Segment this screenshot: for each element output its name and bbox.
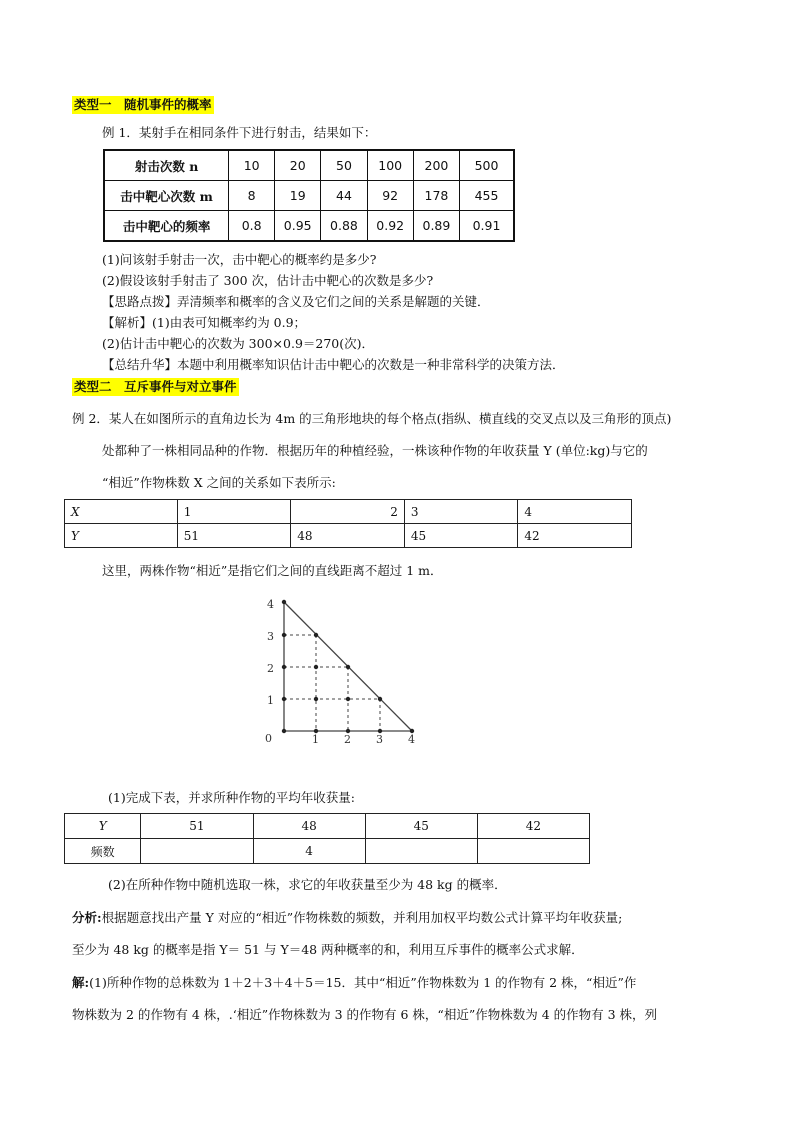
- table-cell: 48: [291, 524, 405, 548]
- table-row: [65, 500, 632, 524]
- table-cell: 3: [404, 500, 518, 524]
- table-row: [104, 211, 514, 242]
- x-tick-label: 1: [312, 733, 319, 746]
- table-cell: 455: [460, 181, 514, 211]
- example1-solution-1: 【解析】(1)由表可知概率约为 0.9；: [102, 315, 307, 330]
- row-header-cell: 射击次数 n: [104, 150, 229, 181]
- table-cell: 200: [413, 150, 459, 181]
- x-tick-label: 3: [376, 733, 383, 746]
- table-cell: 51: [177, 524, 291, 548]
- example2-solution-1: [72, 974, 636, 992]
- example2-question-1: (1)完成下表，并求所种作物的平均年收获量:: [108, 790, 355, 805]
- table-cell: 8: [229, 181, 275, 211]
- table-cell: 19: [275, 181, 321, 211]
- row-header-cell: 击中靶心次数 m: [104, 181, 229, 211]
- shooting-table: [103, 149, 515, 242]
- table-cell: 50: [321, 150, 367, 181]
- example1-intro: 例 1．某射手在相同条件下进行射击，结果如下：: [102, 125, 377, 140]
- x-tick-label: 4: [408, 733, 415, 746]
- table-cell: 44: [321, 181, 367, 211]
- table-cell: [141, 839, 253, 864]
- y-tick-label: 2: [267, 662, 274, 675]
- row-header-cell: 击中靶心的频率: [104, 211, 229, 242]
- example1-question-2: (2)假设该射手射击了 300 次，估计击中靶心的次数是多少?: [102, 273, 434, 288]
- example2-analysis-1: [72, 909, 622, 927]
- table-header-cell: 45: [365, 814, 477, 839]
- table-cell: 0.8: [229, 211, 275, 242]
- example2-near-note: 这里，两株作物“相近”是指它们之间的直线距离不超过 1 m．: [102, 563, 443, 578]
- table-cell: 0.88: [321, 211, 367, 242]
- y-tick-label: 1: [267, 694, 274, 707]
- row-header-cell: X: [65, 500, 178, 524]
- example1-summary: 【总结升华】本题中利用概率知识估计击中靶心的次数是一种非常科学的决策方法．: [102, 357, 565, 372]
- table-cell: 4: [518, 500, 632, 524]
- example2-solution-2: 物株数为 2 的作物有 4 株，.‘相近”作物株数为 3 的作物有 6 株，“相近”作物株数为 4 的作物有 3 株，列: [72, 1007, 658, 1022]
- table-cell: [365, 839, 477, 864]
- table-cell: 0.89: [413, 211, 459, 242]
- table-cell: 500: [460, 150, 514, 181]
- table-row: [104, 150, 514, 181]
- table-cell: 10: [229, 150, 275, 181]
- row-header-cell: Y: [65, 524, 178, 548]
- y-tick-label: 4: [267, 598, 274, 611]
- example2-analysis-2: 至少为 48 kg 的概率是指 Y＝ 51 与 Y＝48 两种概率的和，利用互斥事件的概率公式求解．: [72, 942, 584, 957]
- analysis-text: 根据题意找出产量 Y 对应的“相近”作物株数的频数，并利用加权平均数公式计算平均年收获量;: [101, 910, 623, 925]
- example1-solution-2: (2)估计击中靶心的次数为 300×0.9＝270(次)．: [102, 336, 375, 351]
- example2-line-2: 处都种了一株相同品种的作物．根据历年的种植经验，一株该种作物的年收获量 Y (单位:kg)与它的: [102, 443, 648, 458]
- table-row: [65, 839, 590, 864]
- x-tick-label: 2: [344, 733, 351, 746]
- x-tick-label: 0: [265, 732, 272, 745]
- solution-label: 解:: [72, 975, 90, 990]
- example2-line-1: 例 2．某人在如图所示的直角边长为 4m 的三角形地块的每个格点(指纵、横直线的交叉点以及三角形的顶点): [72, 411, 672, 426]
- triangle-grid-figure: [255, 592, 435, 752]
- table-header-cell: 51: [141, 814, 253, 839]
- table-cell: 0.95: [275, 211, 321, 242]
- table-cell: 100: [367, 150, 413, 181]
- example1-hint: 【思路点拨】弄清频率和概率的含义及它们之间的关系是解题的关键．: [102, 294, 490, 309]
- table-cell: [477, 839, 589, 864]
- table-row: [104, 181, 514, 211]
- solution-text: (1)所种作物的总株数为 1＋2＋3＋4＋5＝15．其中“相近”作物株数为 1 的作物有 2 株，“相近”作: [89, 975, 637, 990]
- table-header-row: [65, 814, 590, 839]
- table-header-cell: 48: [253, 814, 365, 839]
- table-cell: 4: [253, 839, 365, 864]
- example1-question-1: (1)问该射手射击一次，击中靶心的概率约是多少?: [102, 252, 377, 267]
- dashed-grid: [284, 635, 380, 731]
- table-cell: 1: [177, 500, 291, 524]
- example2-line-3: “相近”作物株数 X 之间的关系如下表所示:: [102, 475, 336, 490]
- xy-relation-table: [64, 499, 632, 548]
- table-cell: 45: [404, 524, 518, 548]
- table-cell: 178: [413, 181, 459, 211]
- table-cell: 2: [291, 500, 405, 524]
- table-cell: 92: [367, 181, 413, 211]
- example2-question-2: (2)在所种作物中随机选取一株，求它的年收获量至少为 48 kg 的概率．: [108, 877, 507, 892]
- section2-heading: 类型二 互斥事件与对立事件: [74, 379, 237, 394]
- y-tick-label: 3: [267, 630, 274, 643]
- frequency-table: [64, 813, 590, 864]
- table-row: [65, 524, 632, 548]
- table-header-cell: 42: [477, 814, 589, 839]
- table-cell: 0.92: [367, 211, 413, 242]
- table-header-cell: Y: [65, 814, 141, 839]
- table-cell: 0.91: [460, 211, 514, 242]
- section1-heading: 类型一 随机事件的概率: [74, 97, 212, 112]
- analysis-label: 分析:: [72, 910, 102, 925]
- table-cell: 42: [518, 524, 632, 548]
- row-header-cell: 频数: [65, 839, 141, 864]
- table-cell: 20: [275, 150, 321, 181]
